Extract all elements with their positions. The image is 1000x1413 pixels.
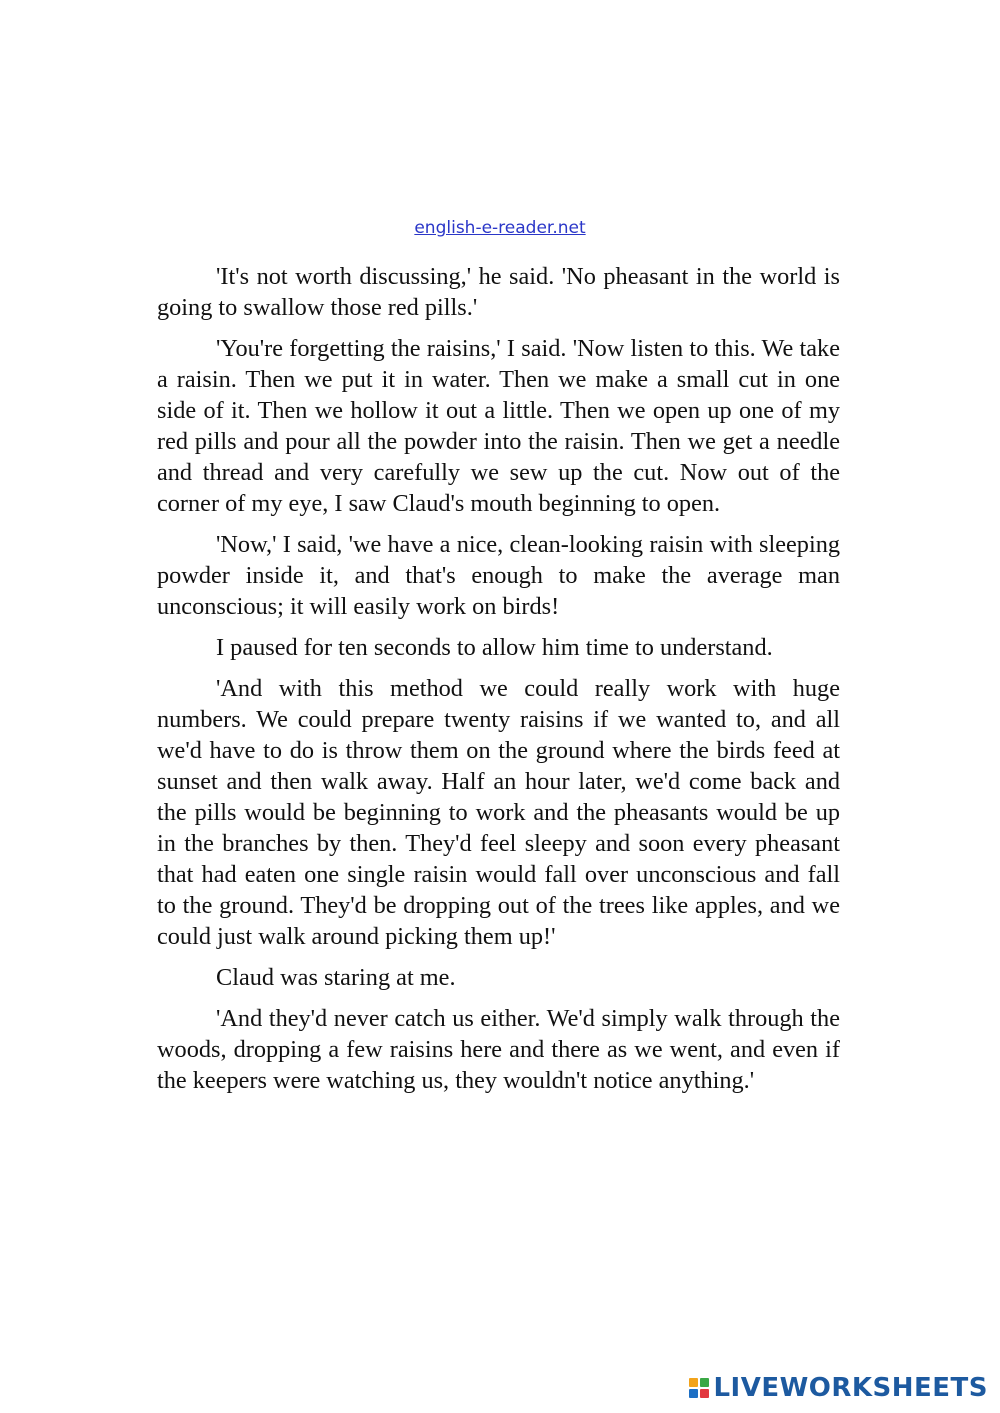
paragraph: 'You're forgetting the raisins,' I said. 'Now listen to this. We take a raisin. Then we put it in water. Then we make a small cut in one side of it. Then we hollow it out a little. Then we open up one of my red pills and pour all the powder into the raisin. Then we get a needle and thread and very carefully we sew up the cut. Now out of the corner of my eye, I saw Claud's mouth beginning to open.	[157, 335, 840, 517]
paragraph: 'Now,' I said, 'we have a nice, clean-looking raisin with sleeping powder inside it, and that's enough to make the average man unconscious; it will easily work on birds!	[157, 531, 840, 620]
paragraph: Claud was staring at me.	[216, 964, 456, 991]
logo-square	[689, 1389, 698, 1398]
story-text	[157, 261, 840, 1106]
paragraph: 'And with this method we could really work with huge numbers. We could prepare twenty raisins if we wanted to, and all we'd have to do is throw them on the ground where the birds feed at sunset and then walk away. Half an hour later, we'd come back and the pills would be beginning to work and the pheasants would be up in the branches by then. They'd feel sleepy and soon every pheasant that had eaten one single raisin would fall over unconscious and fall to the ground. They'd be dropping out of the trees like apples, and we could just walk around picking them up!'	[157, 675, 840, 950]
paragraph: 'It's not worth discussing,' he said. 'No pheasant in the world is going to swallow those red pills.'	[157, 263, 840, 321]
paragraph: I paused for ten seconds to allow him time to understand.	[216, 634, 773, 661]
source-link[interactable]: english-e-reader.net	[414, 218, 586, 238]
logo-square	[700, 1378, 709, 1387]
liveworksheets-grid-icon	[689, 1378, 709, 1398]
paragraph: 'And they'd never catch us either. We'd simply walk through the woods, dropping a few raisins here and there as we went, and even if the keepers were watching us, they wouldn't notice anything.'	[157, 1005, 840, 1094]
logo-text: LIVEWORKSHEETS	[713, 1373, 988, 1403]
logo-square	[700, 1389, 709, 1398]
liveworksheets-logo[interactable]	[689, 1373, 988, 1403]
logo-square	[689, 1378, 698, 1387]
